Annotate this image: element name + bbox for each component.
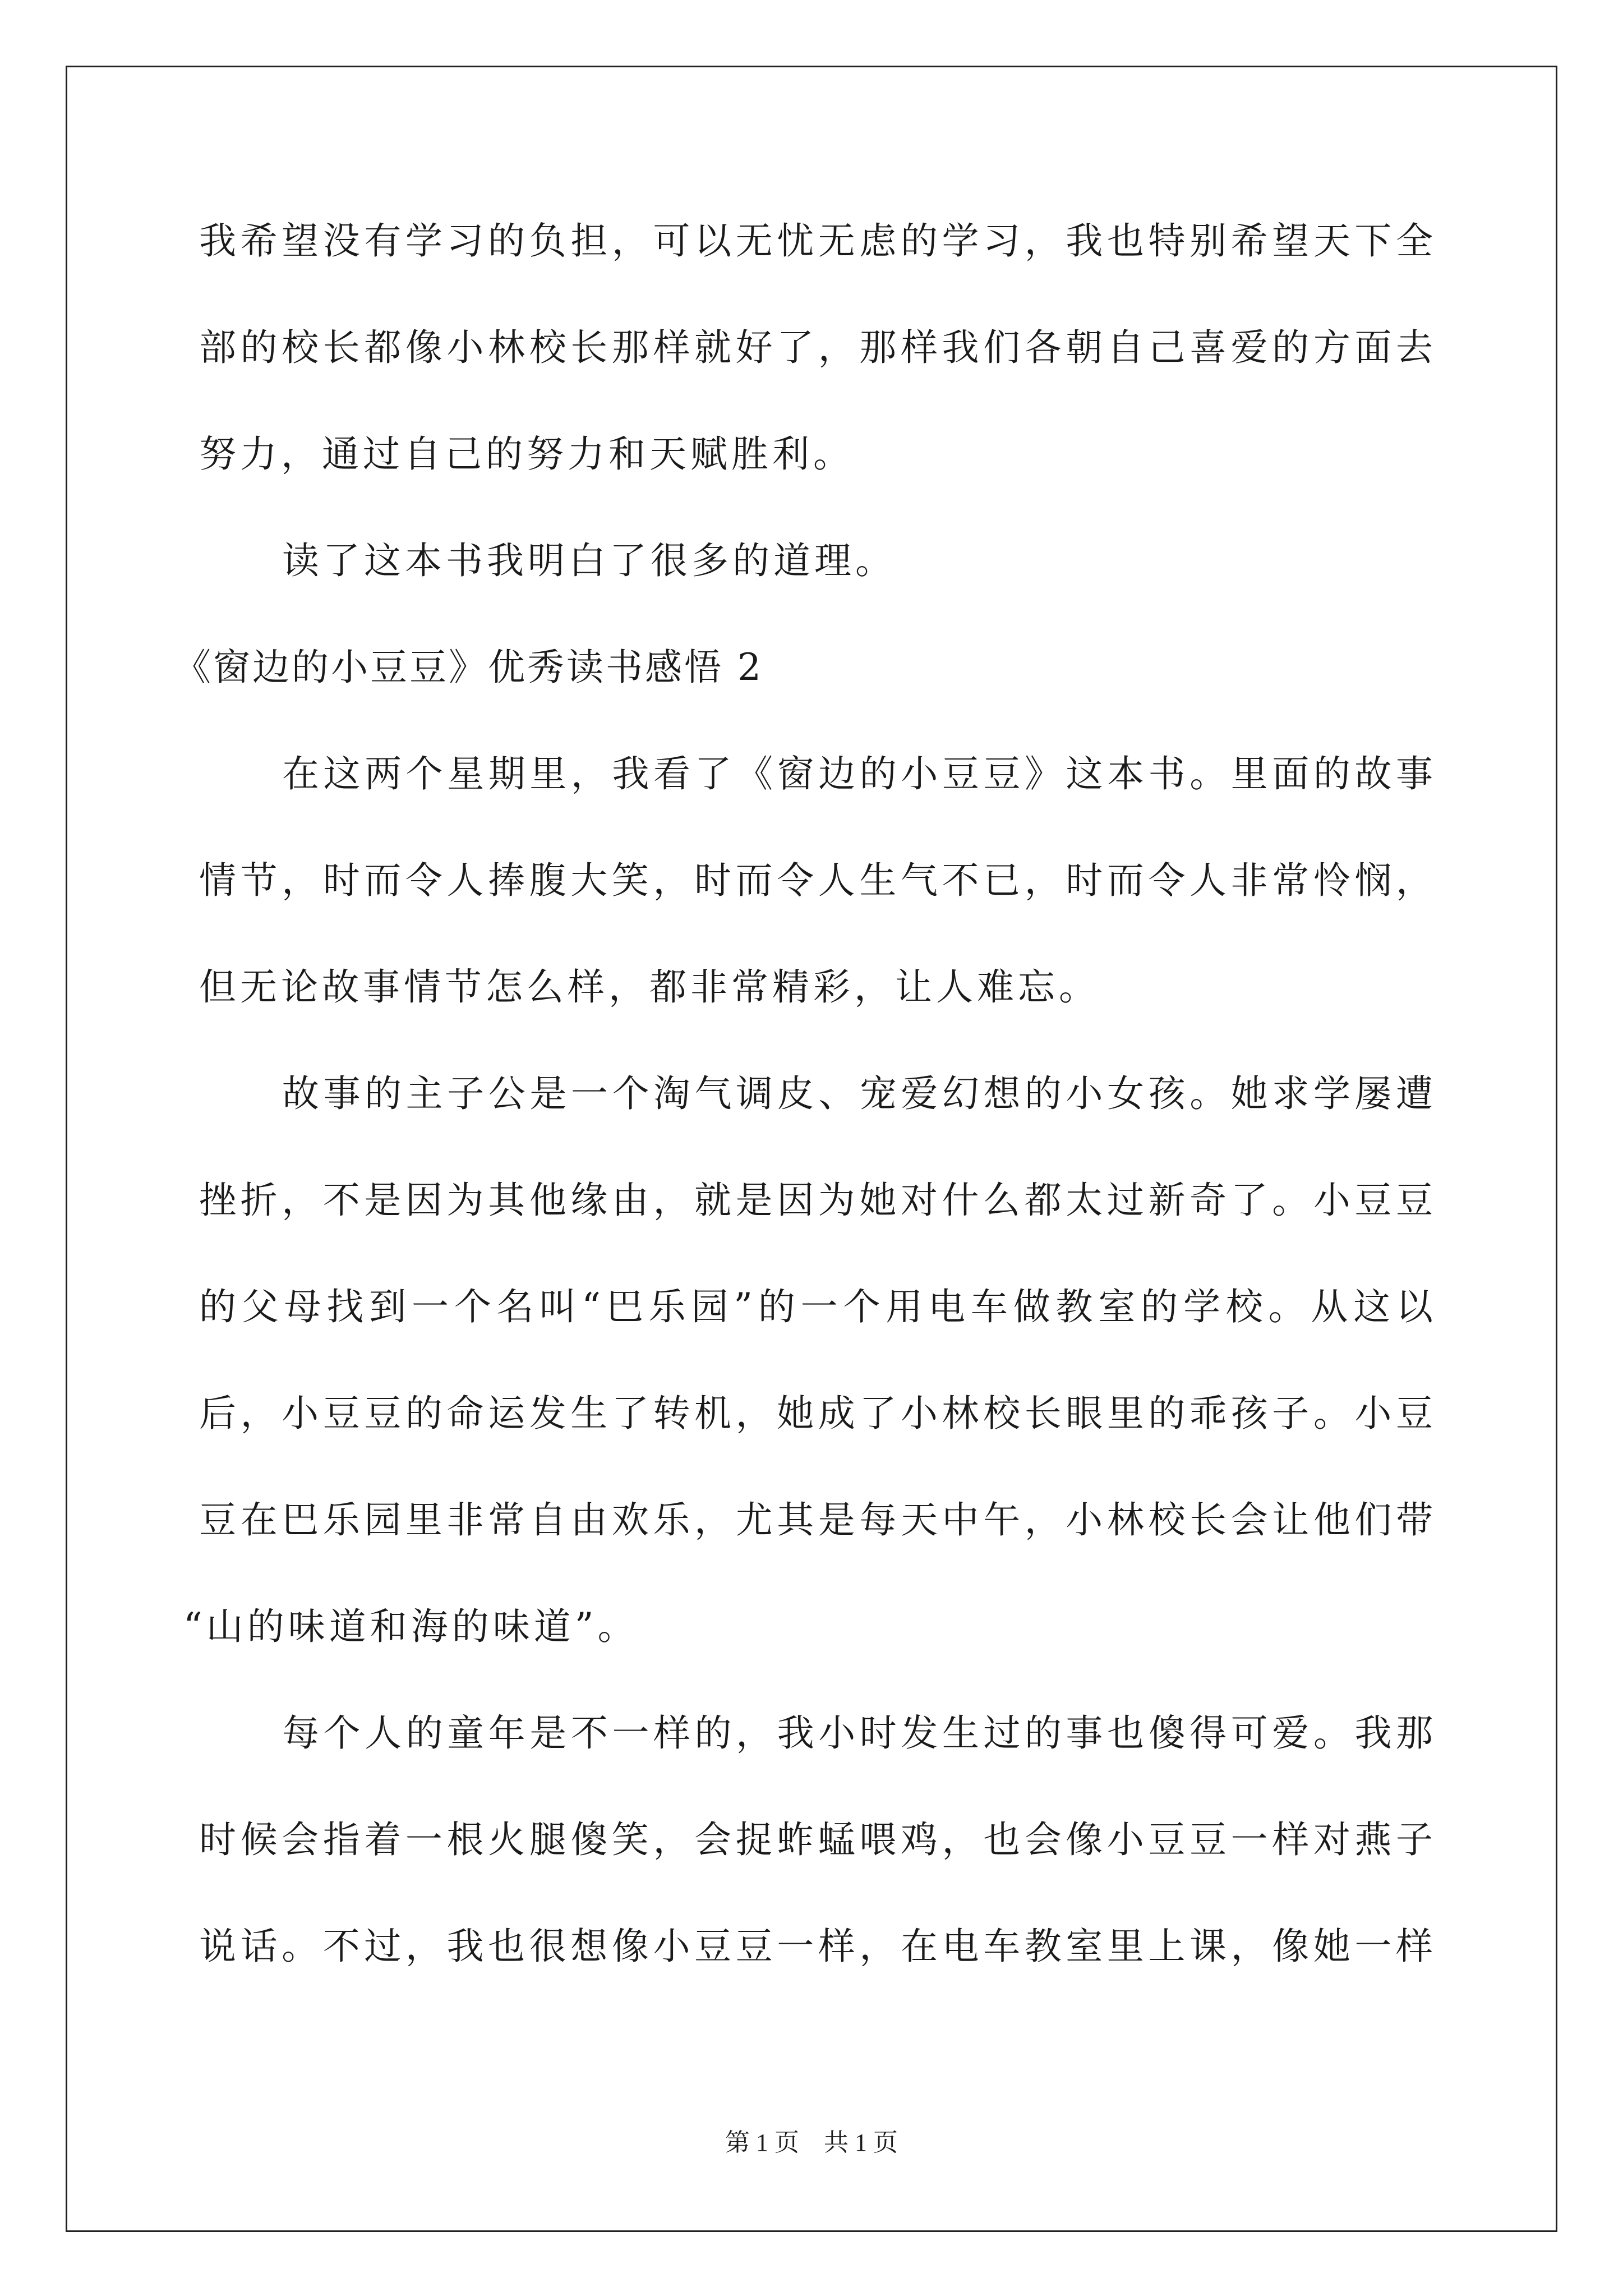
paragraph-start-line: 每个人的童年是不一样的，我小时发生过的事也傻得可爱。我那 xyxy=(282,1711,1433,1755)
page-number: 第 1 页 xyxy=(725,2129,799,2156)
text-line: 豆在巴乐园里非常自由欢乐，尤其是每天中午，小林校长会让他们带 xyxy=(199,1498,1433,1542)
text-line: 后，小豆豆的命运发生了转机，她成了小林校长眼里的乖孩子。小豆 xyxy=(199,1392,1433,1435)
page-total: 共 1 页 xyxy=(824,2129,898,2156)
text-line: 部的校长都像小林校长那样就好了，那样我们各朝自己喜爱的方面去 xyxy=(199,326,1433,369)
text-line: “山的味道和海的味道”。 xyxy=(183,1605,639,1648)
text-line: 挫折，不是因为其他缘由，就是因为她对什么都太过新奇了。小豆豆 xyxy=(199,1179,1433,1222)
text-line: 的父母找到一个名叫“巴乐园”的一个用电车做教室的学校。从这以 xyxy=(199,1285,1433,1328)
page-footer xyxy=(0,2126,1623,2160)
text-line: 努力，通过自己的努力和天赋胜利。 xyxy=(199,432,854,476)
text-line: 时候会指着一根火腿傻笑，会捉蚱蜢喂鸡，也会像小豆豆一样对燕子 xyxy=(199,1818,1433,1861)
text-line: 但无论故事情节怎么样，都非常精彩，让人难忘。 xyxy=(199,965,1100,1009)
section-heading: 《窗边的小豆豆》优秀读书感悟 2 xyxy=(174,646,763,689)
page-border xyxy=(66,66,1557,2232)
paragraph-start-line: 故事的主子公是一个淘气调皮、宠爱幻想的小女孩。她求学屡遭 xyxy=(282,1072,1433,1115)
text-line: 我希望没有学习的负担，可以无忧无虑的学习，我也特别希望天下全 xyxy=(199,219,1433,263)
paragraph-start-line: 在这两个星期里，我看了《窗边的小豆豆》这本书。里面的故事 xyxy=(282,752,1433,795)
paragraph-start-line: 读了这本书我明白了很多的道理。 xyxy=(282,539,896,582)
text-line: 说话。不过，我也很想像小豆豆一样，在电车教室里上课，像她一样 xyxy=(199,1925,1433,1968)
text-line: 情节，时而令人捧腹大笑，时而令人生气不已，时而令人非常怜悯， xyxy=(199,859,1433,902)
